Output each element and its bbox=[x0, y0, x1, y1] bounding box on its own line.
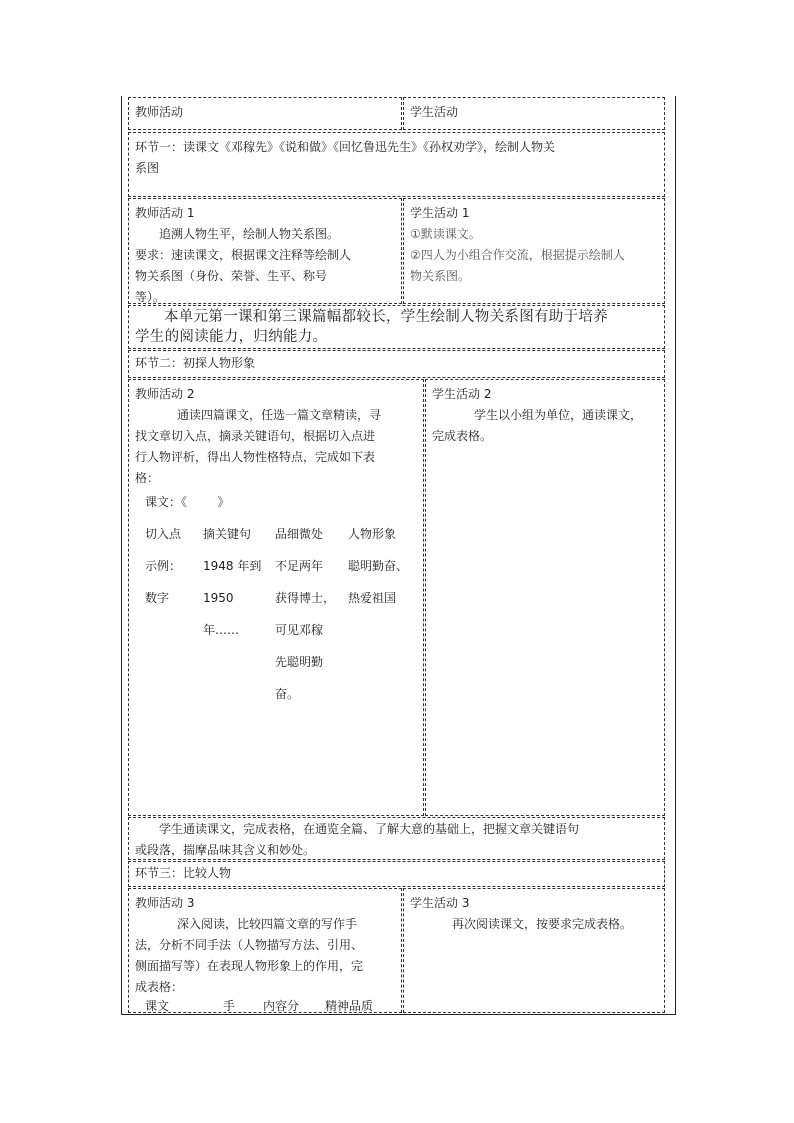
header-teacher: 教师活动 bbox=[135, 105, 184, 119]
stage1-teacher-title: 教师活动 1 bbox=[135, 206, 195, 220]
stage2-table-cell: 热爱祖国 bbox=[348, 591, 397, 605]
stage1-teacher-line: 物关系图（身份、荣誉、生平、称号 bbox=[135, 269, 328, 283]
stage3-teacher-line: 深入阅读，比较四篇文章的写作手 bbox=[177, 917, 358, 931]
stage2-title: 环节二：初探人物形象 bbox=[135, 356, 256, 370]
stage3-student-line: 再次阅读课文，按要求完成表格。 bbox=[452, 917, 633, 931]
stage2-inner-table bbox=[145, 492, 415, 702]
stage2-student-line: 学生以小组为单位，通读课文， bbox=[474, 408, 643, 422]
stage3-teacher-cell bbox=[128, 888, 402, 1013]
stage2-table-cell: 1950 bbox=[203, 591, 234, 605]
stage3-title-cell bbox=[128, 861, 665, 887]
stage2-table-cell: 1948 年到 bbox=[203, 559, 262, 573]
stage2-teacher-line: 行人物评析，得出人物性格特点，完成如下表 bbox=[135, 450, 376, 464]
stage2-table-cell: 可见邓稼 bbox=[275, 623, 324, 637]
stage1-note-line: 学生的阅读能力，归纳能力。 bbox=[135, 329, 328, 345]
stage3-inner-table-header bbox=[145, 996, 395, 1014]
stage1-student-title: 学生活动 1 bbox=[410, 206, 470, 220]
header-student: 学生活动 bbox=[410, 105, 459, 119]
stage2-note-cell bbox=[128, 817, 665, 860]
stage2-table-cell: 聪明勤奋、 bbox=[348, 559, 409, 573]
stage3-title: 环节三：比较人物 bbox=[135, 866, 232, 880]
stage1-teacher-line: 要求：速读课文，根据课文注释等绘制人 bbox=[135, 248, 352, 262]
stage3-teacher-title: 教师活动 3 bbox=[135, 896, 195, 910]
stage3-teacher-line: 成表格： bbox=[135, 980, 184, 994]
stage2-table-cell: 先聪明勤 bbox=[275, 655, 324, 669]
stage3-table-header: 课文 bbox=[145, 999, 170, 1013]
stage3-teacher-line: 侧面描写等）在表现人物形象上的作用，完 bbox=[135, 959, 364, 973]
header-student-cell bbox=[403, 97, 665, 130]
header-teacher-cell bbox=[128, 97, 402, 130]
stage1-teacher-line: 追溯人物生平，绘制人物关系图。 bbox=[159, 227, 340, 241]
stage1-student-line: 物关系图。 bbox=[410, 269, 471, 283]
stage2-student-cell bbox=[425, 379, 665, 816]
stage1-title-line1: 环节一：读课文《邓稼先》《说和做》《回忆鲁迅先生》《孙权劝学》，绘制人物关 bbox=[135, 140, 556, 154]
stage1-teacher-cell bbox=[128, 198, 402, 304]
stage2-note-line: 学生通读课文，完成表格，在通览全篇、了解大意的基础上，把握文章关键语句 bbox=[159, 822, 580, 836]
stage3-teacher-line: 法，分析不同手法（人物描写方法、引用、 bbox=[135, 938, 364, 952]
stage2-teacher-line: 通读四篇课文，任选一篇文章精读，寻 bbox=[177, 408, 382, 422]
stage3-table-header: 精神品质 bbox=[325, 999, 374, 1013]
stage2-student-title: 学生活动 2 bbox=[432, 387, 492, 401]
stage1-student-cell bbox=[403, 198, 665, 304]
stage2-teacher-line: 找文章切入点，摘录关键语句，根据切入点进 bbox=[135, 429, 376, 443]
stage1-note-line: 本单元第一课和第三课篇幅都较长，学生绘制人物关系图有助于培养 bbox=[164, 309, 608, 325]
stage2-title-cell bbox=[128, 350, 665, 378]
stage2-teacher-title: 教师活动 2 bbox=[135, 387, 195, 401]
stage1-title-cell bbox=[128, 132, 665, 197]
stage3-table-header: 内容分 bbox=[263, 999, 300, 1013]
stage3-table-header: 手 bbox=[223, 999, 236, 1013]
stage2-note-line: 或段落，揣摩品味其含义和妙处。 bbox=[135, 843, 316, 857]
stage2-student-line: 完成表格。 bbox=[432, 429, 493, 443]
stage1-student-line: ①默读课文。 bbox=[410, 227, 481, 241]
stage2-course-label: 课文：《 》 bbox=[145, 495, 230, 509]
stage2-table-cell: 奋。 bbox=[275, 687, 300, 701]
stage2-table-cell: 不足两年 bbox=[275, 559, 324, 573]
stage2-teacher-line: 格： bbox=[135, 471, 160, 485]
stage3-student-title: 学生活动 3 bbox=[410, 896, 470, 910]
stage1-student-line: ②四人为小组合作交流，根据提示绘制人 bbox=[410, 248, 625, 262]
stage2-table-cell: 年…… bbox=[203, 623, 240, 637]
stage2-table-header: 品细微处 bbox=[275, 527, 324, 541]
stage2-table-header: 人物形象 bbox=[348, 527, 397, 541]
stage2-table-cell: 获得博士， bbox=[275, 591, 336, 605]
stage1-title-line2: 系图 bbox=[135, 161, 160, 175]
stage2-teacher-cell bbox=[128, 379, 424, 816]
stage2-table-header: 切入点 bbox=[145, 527, 182, 541]
stage1-note-cell bbox=[128, 305, 665, 349]
stage2-table-cell: 数字 bbox=[145, 591, 170, 605]
stage3-student-cell bbox=[403, 888, 665, 1013]
stage2-table-header: 摘关键句 bbox=[203, 527, 252, 541]
stage2-table-cell: 示例： bbox=[145, 559, 182, 573]
stage1-teacher-line: 等）。 bbox=[135, 290, 166, 304]
